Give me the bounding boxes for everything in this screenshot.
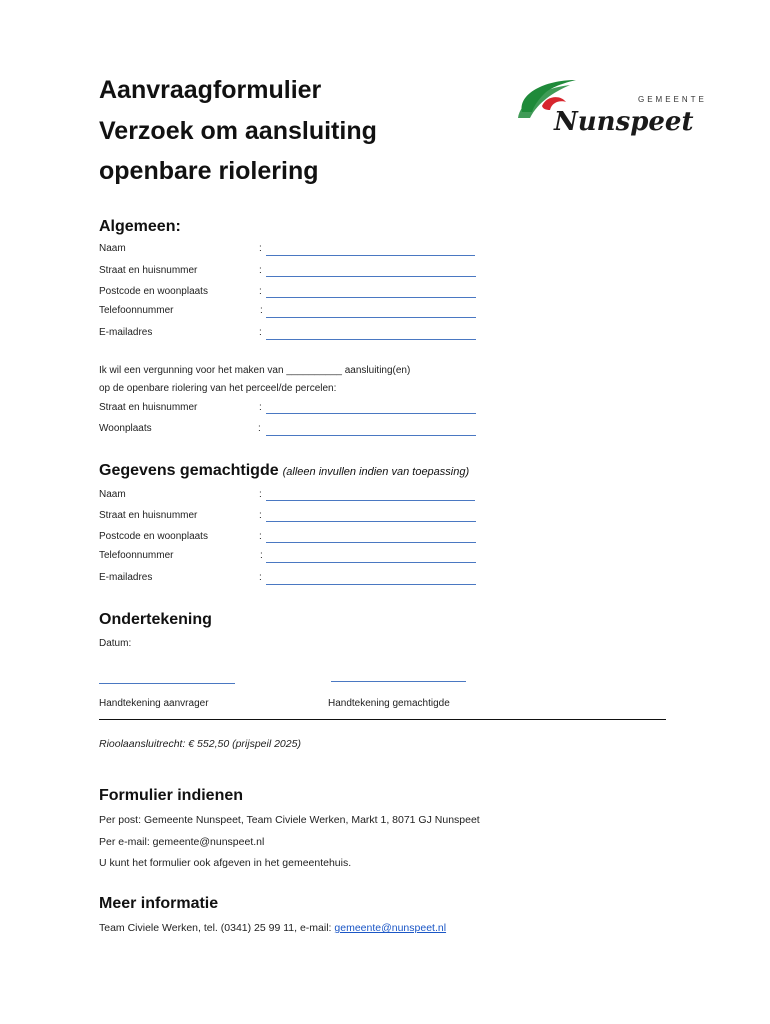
algemeen-label-email: E-mailadres [99, 327, 153, 338]
colon: : [259, 531, 262, 542]
signature-line-gemachtigde[interactable] [331, 681, 466, 682]
meer-text: Team Civiele Werken, tel. (0341) 25 99 11, e-mail: [99, 922, 335, 934]
perceel-woonplaats-input-line[interactable] [266, 435, 476, 436]
gemachtigde-telefoon-input-line[interactable] [266, 562, 476, 563]
vergunning-line-2: op de openbare riolering van het perceel/de percelen: [99, 383, 337, 394]
colon: : [259, 510, 262, 521]
email-link[interactable]: gemeente@nunspeet.nl [334, 922, 447, 934]
gemachtigde-heading [99, 462, 469, 480]
colon: : [259, 572, 262, 583]
naam-input-line[interactable] [266, 255, 475, 256]
logo-gemeente-text: GEMEENTE [638, 95, 704, 104]
indienen-afgeven: U kunt het formulier ook afgeven in het gemeentehuis. [99, 857, 352, 869]
gemachtigde-label-postcode: Postcode en woonplaats [99, 531, 208, 542]
indienen-post: Per post: Gemeente Nunspeet, Team Civiele Werken, Markt 1, 8071 GJ Nunspeet [99, 814, 480, 826]
signature-line-aanvrager[interactable] [99, 683, 235, 684]
meer-text-line [99, 922, 446, 934]
perceel-label-woonplaats: Woonplaats [99, 423, 152, 434]
signature-label-aanvrager: Handtekening aanvrager [99, 698, 209, 709]
gemachtigde-email-input-line[interactable] [266, 584, 476, 585]
gemachtigde-note: (alleen invullen indien van toepassing) [282, 466, 470, 478]
colon: : [259, 265, 262, 276]
gemachtigde-heading-text: Gegevens gemachtigde [99, 462, 279, 479]
datum-label: Datum: [99, 638, 132, 649]
signature-label-gemachtigde: Handtekening gemachtigde [328, 698, 450, 709]
gemachtigde-label-email: E-mailadres [99, 572, 153, 583]
gemachtigde-label-straat: Straat en huisnummer [99, 510, 198, 521]
title-line-2: Verzoek om aansluiting [99, 117, 377, 145]
colon: : [259, 243, 262, 254]
colon: : [260, 305, 263, 316]
divider [99, 719, 666, 720]
ondertekening-heading: Ondertekening [99, 611, 212, 628]
telefoon-input-line[interactable] [266, 317, 476, 318]
straat-input-line[interactable] [266, 276, 476, 277]
vergunning-line-1: Ik wil een vergunning voor het maken van __________ aansluiting(en) [99, 365, 411, 376]
colon: : [259, 286, 262, 297]
title-line-1: Aanvraagformulier [99, 76, 322, 104]
algemeen-heading: Algemeen: [99, 218, 181, 235]
gemachtigde-label-telefoon: Telefoonnummer [99, 550, 174, 561]
gemachtigde-straat-input-line[interactable] [266, 521, 476, 522]
title-line-3: openbare riolering [99, 157, 319, 185]
indienen-heading: Formulier indienen [99, 787, 244, 804]
algemeen-label-telefoon: Telefoonnummer [99, 305, 174, 316]
perceel-straat-input-line[interactable] [266, 413, 476, 414]
gemachtigde-postcode-input-line[interactable] [266, 542, 476, 543]
colon: : [258, 423, 261, 434]
colon: : [260, 550, 263, 561]
algemeen-label-naam: Naam [99, 243, 126, 254]
nunspeet-logo [514, 72, 704, 138]
colon: : [259, 402, 262, 413]
email-input-line[interactable] [266, 339, 476, 340]
algemeen-label-straat: Straat en huisnummer [99, 265, 198, 276]
fee-text: Rioolaansluitrecht: € 552,50 (prijspeil 2025) [99, 738, 301, 750]
logo-name-text: Nunspeet [554, 107, 694, 137]
indienen-email: Per e-mail: gemeente@nunspeet.nl [99, 836, 265, 848]
postcode-input-line[interactable] [266, 297, 476, 298]
colon: : [259, 489, 262, 500]
perceel-label-straat: Straat en huisnummer [99, 402, 198, 413]
algemeen-label-postcode: Postcode en woonplaats [99, 286, 208, 297]
meer-heading: Meer informatie [99, 895, 219, 912]
gemachtigde-label-naam: Naam [99, 489, 126, 500]
gemachtigde-naam-input-line[interactable] [266, 500, 475, 501]
colon: : [259, 327, 262, 338]
